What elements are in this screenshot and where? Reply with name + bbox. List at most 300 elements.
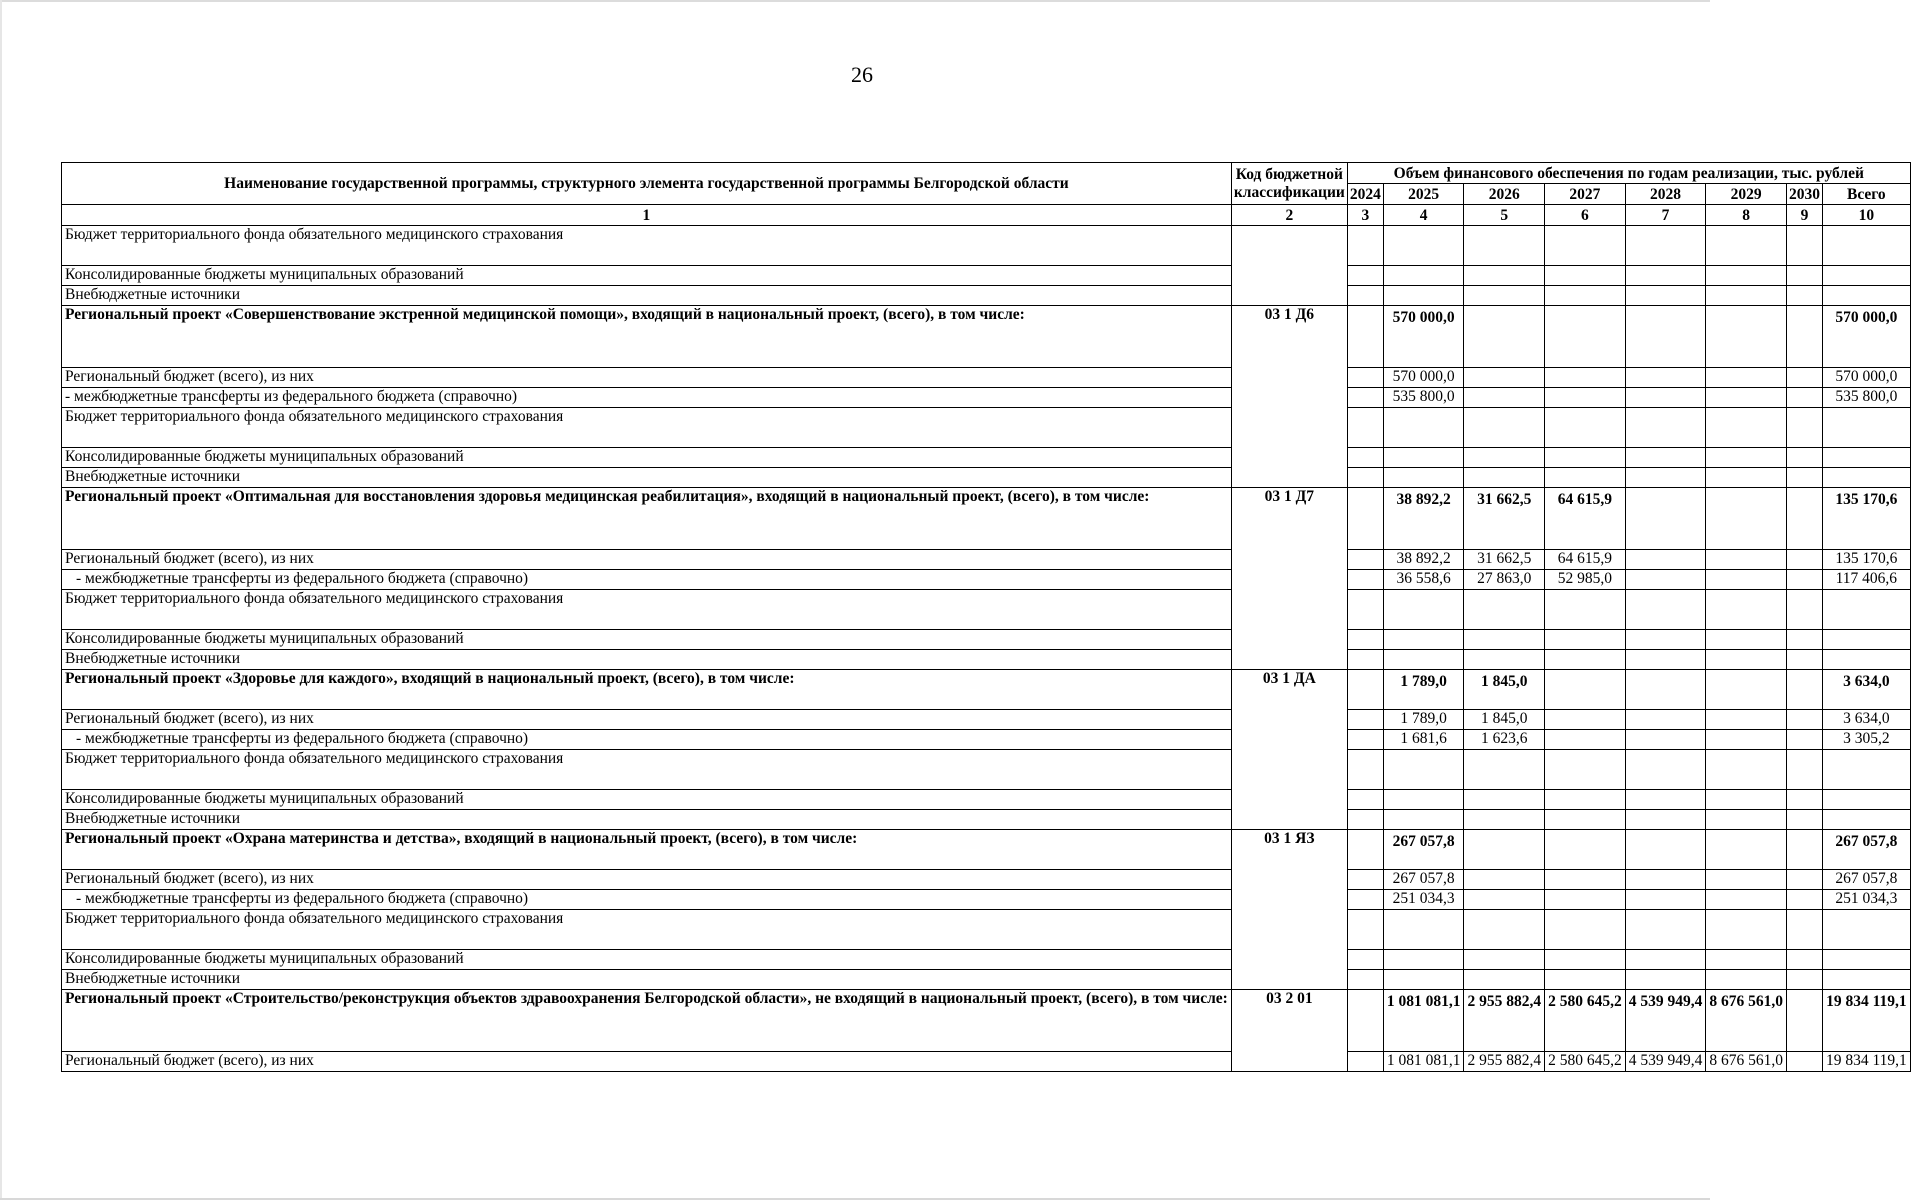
row-name: - межбюджетные трансферты из федерального бюджета (справочно) xyxy=(62,388,1232,408)
value-cell xyxy=(1347,266,1383,286)
value-cell xyxy=(1706,388,1787,408)
value-cell xyxy=(1464,306,1545,368)
value-cell xyxy=(1786,790,1822,810)
value-cell xyxy=(1347,448,1383,468)
header-row-numbers xyxy=(62,205,1911,226)
value-cell: 8 676 561,0 xyxy=(1706,990,1787,1052)
value-cell xyxy=(1347,286,1383,306)
row-name: Консолидированные бюджеты муниципальных образований xyxy=(62,266,1232,286)
value-cell: 570 000,0 xyxy=(1383,368,1464,388)
table-row xyxy=(62,950,1911,970)
row-name: Консолидированные бюджеты муниципальных образований xyxy=(62,448,1232,468)
value-cell xyxy=(1706,550,1787,570)
value-cell xyxy=(1786,710,1822,730)
row-name: - межбюджетные трансферты из федерального бюджета (справочно) xyxy=(62,890,1232,910)
value-cell: 1 081 081,1 xyxy=(1383,990,1464,1052)
table-row xyxy=(62,910,1911,950)
value-cell xyxy=(1347,650,1383,670)
row-name: Региональный бюджет (всего), из них xyxy=(62,368,1232,388)
total-cell xyxy=(1822,286,1910,306)
value-cell xyxy=(1347,830,1383,870)
value-cell xyxy=(1706,650,1787,670)
table-row xyxy=(62,730,1911,750)
value-cell: 1 845,0 xyxy=(1464,710,1545,730)
value-cell xyxy=(1786,1052,1822,1072)
value-cell xyxy=(1706,408,1787,448)
project-row xyxy=(62,670,1911,710)
header-year: 2026 xyxy=(1464,184,1545,205)
value-cell xyxy=(1347,990,1383,1052)
value-cell xyxy=(1347,910,1383,950)
value-cell xyxy=(1347,226,1383,266)
header-row-top xyxy=(62,163,1911,184)
row-name: Внебюджетные источники xyxy=(62,970,1232,990)
value-cell: 1 845,0 xyxy=(1464,670,1545,710)
row-name: - межбюджетные трансферты из федерального бюджета (справочно) xyxy=(62,730,1232,750)
value-cell xyxy=(1383,910,1464,950)
value-cell xyxy=(1347,630,1383,650)
value-cell xyxy=(1625,730,1706,750)
value-cell xyxy=(1786,226,1822,266)
column-number: 1 xyxy=(62,205,1232,226)
value-cell xyxy=(1786,970,1822,990)
table-row xyxy=(62,388,1911,408)
value-cell xyxy=(1786,388,1822,408)
table-row xyxy=(62,1052,1911,1072)
value-cell xyxy=(1545,730,1626,750)
total-cell xyxy=(1822,630,1910,650)
value-cell xyxy=(1347,570,1383,590)
value-cell xyxy=(1625,890,1706,910)
value-cell xyxy=(1545,650,1626,670)
value-cell: 2 955 882,4 xyxy=(1464,1052,1545,1072)
total-cell: 267 057,8 xyxy=(1822,830,1910,870)
value-cell xyxy=(1706,570,1787,590)
value-cell xyxy=(1786,870,1822,890)
value-cell xyxy=(1464,810,1545,830)
value-cell xyxy=(1625,970,1706,990)
value-cell xyxy=(1464,286,1545,306)
row-name: Региональный проект «Совершенствование экстренной медицинской помощи», входящий в национальный проект, (всего), в том числе: xyxy=(62,306,1232,368)
header-year: 2029 xyxy=(1706,184,1787,205)
value-cell xyxy=(1464,368,1545,388)
value-cell xyxy=(1786,910,1822,950)
value-cell xyxy=(1706,710,1787,730)
column-number: 5 xyxy=(1464,205,1545,226)
value-cell xyxy=(1383,650,1464,670)
value-cell xyxy=(1545,670,1626,710)
column-number: 4 xyxy=(1383,205,1464,226)
value-cell xyxy=(1464,830,1545,870)
table-row xyxy=(62,368,1911,388)
total-cell: 3 634,0 xyxy=(1822,710,1910,730)
total-cell: 117 406,6 xyxy=(1822,570,1910,590)
value-cell xyxy=(1383,810,1464,830)
value-cell xyxy=(1625,550,1706,570)
value-cell: 535 800,0 xyxy=(1383,388,1464,408)
value-cell xyxy=(1383,790,1464,810)
value-cell: 38 892,2 xyxy=(1383,550,1464,570)
header-name-column: Наименование государственной программы, структурного элемента государственной программы Белгородской области xyxy=(62,163,1232,205)
row-name: Региональный бюджет (всего), из них xyxy=(62,550,1232,570)
column-number: 3 xyxy=(1347,205,1383,226)
value-cell xyxy=(1706,368,1787,388)
value-cell xyxy=(1625,226,1706,266)
page-number: 26 xyxy=(851,62,873,87)
value-cell xyxy=(1383,448,1464,468)
total-cell: 251 034,3 xyxy=(1822,890,1910,910)
total-cell: 135 170,6 xyxy=(1822,550,1910,570)
value-cell xyxy=(1706,488,1787,550)
value-cell xyxy=(1545,590,1626,630)
value-cell xyxy=(1545,810,1626,830)
total-cell xyxy=(1822,590,1910,630)
header-year: 2024 xyxy=(1347,184,1383,205)
value-cell xyxy=(1786,550,1822,570)
table-row xyxy=(62,226,1911,266)
table-row xyxy=(62,448,1911,468)
value-cell: 1 789,0 xyxy=(1383,670,1464,710)
value-cell xyxy=(1347,750,1383,790)
value-cell xyxy=(1383,286,1464,306)
value-cell xyxy=(1545,388,1626,408)
value-cell xyxy=(1464,910,1545,950)
table-row xyxy=(62,970,1911,990)
value-cell xyxy=(1706,730,1787,750)
value-cell xyxy=(1347,1052,1383,1072)
value-cell xyxy=(1383,468,1464,488)
row-name: Региональный проект «Строительство/реконструкция объектов здравоохранения Белгородской области», не входящий в национальный проект, (всего), в том числе: xyxy=(62,990,1232,1052)
value-cell xyxy=(1786,650,1822,670)
value-cell xyxy=(1464,950,1545,970)
row-name: Консолидированные бюджеты муниципальных образований xyxy=(62,790,1232,810)
table-row xyxy=(62,870,1911,890)
header-year: 2030 xyxy=(1786,184,1822,205)
total-cell xyxy=(1822,468,1910,488)
value-cell xyxy=(1706,468,1787,488)
value-cell xyxy=(1625,830,1706,870)
row-name: Региональный проект «Здоровье для каждого», входящий в национальный проект, (всего), в том числе: xyxy=(62,670,1232,710)
value-cell xyxy=(1625,388,1706,408)
value-cell xyxy=(1706,910,1787,950)
value-cell xyxy=(1786,630,1822,650)
row-name: Региональный проект «Охрана материнства и детства», входящий в национальный проект, (всего), в том числе: xyxy=(62,830,1232,870)
value-cell xyxy=(1706,266,1787,286)
table-row xyxy=(62,710,1911,730)
value-cell xyxy=(1545,790,1626,810)
row-name: Внебюджетные источники xyxy=(62,810,1232,830)
value-cell xyxy=(1464,630,1545,650)
total-cell xyxy=(1822,750,1910,790)
value-cell xyxy=(1545,226,1626,266)
value-cell xyxy=(1347,730,1383,750)
value-cell xyxy=(1347,870,1383,890)
value-cell xyxy=(1706,810,1787,830)
value-cell xyxy=(1625,710,1706,730)
value-cell xyxy=(1786,488,1822,550)
column-number: 10 xyxy=(1822,205,1910,226)
header-year: 2028 xyxy=(1625,184,1706,205)
total-cell xyxy=(1822,650,1910,670)
project-row xyxy=(62,306,1911,368)
value-cell xyxy=(1786,468,1822,488)
value-cell xyxy=(1545,630,1626,650)
value-cell xyxy=(1347,590,1383,630)
value-cell xyxy=(1347,368,1383,388)
value-cell xyxy=(1706,890,1787,910)
value-cell: 251 034,3 xyxy=(1383,890,1464,910)
value-cell: 27 863,0 xyxy=(1464,570,1545,590)
value-cell xyxy=(1706,670,1787,710)
value-cell xyxy=(1545,266,1626,286)
value-cell xyxy=(1706,790,1787,810)
value-cell xyxy=(1625,468,1706,488)
value-cell xyxy=(1786,730,1822,750)
value-cell xyxy=(1464,970,1545,990)
value-cell xyxy=(1347,670,1383,710)
value-cell xyxy=(1383,750,1464,790)
total-cell xyxy=(1822,970,1910,990)
total-cell xyxy=(1822,910,1910,950)
header-year: 2025 xyxy=(1383,184,1464,205)
value-cell: 1 681,6 xyxy=(1383,730,1464,750)
value-cell xyxy=(1545,890,1626,910)
value-cell xyxy=(1786,950,1822,970)
value-cell xyxy=(1706,970,1787,990)
value-cell xyxy=(1625,488,1706,550)
value-cell xyxy=(1545,408,1626,448)
total-cell: 135 170,6 xyxy=(1822,488,1910,550)
header-volume-column: Объем финансового обеспечения по годам реализации, тыс. рублей xyxy=(1347,163,1910,184)
value-cell xyxy=(1347,388,1383,408)
value-cell: 2 580 645,2 xyxy=(1545,990,1626,1052)
total-cell: 3 305,2 xyxy=(1822,730,1910,750)
column-number: 7 xyxy=(1625,205,1706,226)
value-cell xyxy=(1786,368,1822,388)
value-cell xyxy=(1706,590,1787,630)
value-cell xyxy=(1347,890,1383,910)
row-name: Региональный бюджет (всего), из них xyxy=(62,710,1232,730)
budget-code: 03 1 ДА xyxy=(1231,670,1347,830)
value-cell: 1 081 081,1 xyxy=(1383,1052,1464,1072)
value-cell xyxy=(1383,266,1464,286)
budget-code: 03 1 Д6 xyxy=(1231,306,1347,488)
total-cell: 19 834 119,1 xyxy=(1822,1052,1910,1072)
table-row xyxy=(62,750,1911,790)
value-cell xyxy=(1786,590,1822,630)
value-cell xyxy=(1545,286,1626,306)
value-cell xyxy=(1347,550,1383,570)
budget-code: 03 1 ЯЗ xyxy=(1231,830,1347,990)
value-cell: 4 539 949,4 xyxy=(1625,1052,1706,1072)
row-name: Бюджет территориального фонда обязательного медицинского страхования xyxy=(62,910,1232,950)
project-row xyxy=(62,830,1911,870)
value-cell: 38 892,2 xyxy=(1383,488,1464,550)
value-cell xyxy=(1786,890,1822,910)
total-cell xyxy=(1822,448,1910,468)
header-total: Всего xyxy=(1822,184,1910,205)
value-cell xyxy=(1545,970,1626,990)
total-cell: 3 634,0 xyxy=(1822,670,1910,710)
value-cell xyxy=(1706,630,1787,650)
value-cell xyxy=(1625,750,1706,790)
value-cell xyxy=(1545,910,1626,950)
value-cell xyxy=(1625,650,1706,670)
table-row xyxy=(62,408,1911,448)
value-cell xyxy=(1786,670,1822,710)
value-cell xyxy=(1706,448,1787,468)
value-cell xyxy=(1347,710,1383,730)
project-row xyxy=(62,488,1911,550)
value-cell xyxy=(1706,830,1787,870)
header-code-column: Код бюджетной классификации xyxy=(1231,163,1347,205)
table-row xyxy=(62,266,1911,286)
column-number: 9 xyxy=(1786,205,1822,226)
value-cell xyxy=(1464,750,1545,790)
total-cell: 570 000,0 xyxy=(1822,306,1910,368)
value-cell xyxy=(1786,830,1822,870)
value-cell xyxy=(1347,408,1383,448)
table-row xyxy=(62,790,1911,810)
value-cell xyxy=(1625,950,1706,970)
value-cell xyxy=(1786,990,1822,1052)
value-cell xyxy=(1545,750,1626,790)
table-row xyxy=(62,590,1911,630)
value-cell xyxy=(1706,286,1787,306)
table-row xyxy=(62,650,1911,670)
row-name: Внебюджетные источники xyxy=(62,650,1232,670)
value-cell xyxy=(1706,750,1787,790)
value-cell xyxy=(1383,590,1464,630)
value-cell xyxy=(1464,388,1545,408)
value-cell xyxy=(1464,590,1545,630)
value-cell xyxy=(1625,790,1706,810)
value-cell: 4 539 949,4 xyxy=(1625,990,1706,1052)
row-name: Региональный бюджет (всего), из них xyxy=(62,870,1232,890)
value-cell xyxy=(1464,408,1545,448)
value-cell xyxy=(1383,970,1464,990)
row-name: Внебюджетные источники xyxy=(62,468,1232,488)
value-cell xyxy=(1347,950,1383,970)
budget-code xyxy=(1231,226,1347,306)
project-row xyxy=(62,990,1911,1052)
value-cell xyxy=(1545,448,1626,468)
value-cell xyxy=(1625,810,1706,830)
table-row xyxy=(62,570,1911,590)
column-number: 2 xyxy=(1231,205,1347,226)
value-cell xyxy=(1625,590,1706,630)
value-cell xyxy=(1464,448,1545,468)
value-cell xyxy=(1347,970,1383,990)
value-cell xyxy=(1625,286,1706,306)
budget-code: 03 1 Д7 xyxy=(1231,488,1347,670)
row-name: Бюджет территориального фонда обязательного медицинского страхования xyxy=(62,226,1232,266)
row-name: Бюджет территориального фонда обязательного медицинского страхования xyxy=(62,750,1232,790)
total-cell xyxy=(1822,950,1910,970)
total-cell: 19 834 119,1 xyxy=(1822,990,1910,1052)
value-cell: 267 057,8 xyxy=(1383,870,1464,890)
value-cell xyxy=(1383,226,1464,266)
value-cell xyxy=(1786,570,1822,590)
value-cell xyxy=(1786,306,1822,368)
value-cell xyxy=(1383,630,1464,650)
row-name: - межбюджетные трансферты из федерального бюджета (справочно) xyxy=(62,570,1232,590)
total-cell xyxy=(1822,408,1910,448)
value-cell xyxy=(1625,266,1706,286)
value-cell xyxy=(1545,368,1626,388)
value-cell xyxy=(1786,286,1822,306)
row-name: Региональный проект «Оптимальная для восстановления здоровья медицинская реабилитация», входящий в национальный проект, (всего), в том числе: xyxy=(62,488,1232,550)
value-cell xyxy=(1706,226,1787,266)
column-number: 6 xyxy=(1545,205,1626,226)
row-name: Бюджет территориального фонда обязательного медицинского страхования xyxy=(62,590,1232,630)
value-cell xyxy=(1786,448,1822,468)
value-cell xyxy=(1625,870,1706,890)
value-cell xyxy=(1347,790,1383,810)
header-year: 2027 xyxy=(1545,184,1626,205)
budget-code: 03 2 01 xyxy=(1231,990,1347,1072)
value-cell xyxy=(1625,630,1706,650)
value-cell xyxy=(1786,266,1822,286)
value-cell xyxy=(1625,408,1706,448)
row-name: Консолидированные бюджеты муниципальных образований xyxy=(62,630,1232,650)
value-cell xyxy=(1347,468,1383,488)
value-cell: 64 615,9 xyxy=(1545,488,1626,550)
value-cell xyxy=(1347,306,1383,368)
value-cell: 8 676 561,0 xyxy=(1706,1052,1787,1072)
value-cell xyxy=(1347,810,1383,830)
table-body xyxy=(62,226,1911,1072)
value-cell xyxy=(1545,830,1626,870)
value-cell xyxy=(1464,790,1545,810)
value-cell xyxy=(1625,306,1706,368)
total-cell: 535 800,0 xyxy=(1822,388,1910,408)
total-cell xyxy=(1822,226,1910,266)
value-cell xyxy=(1464,266,1545,286)
value-cell xyxy=(1706,306,1787,368)
total-cell xyxy=(1822,790,1910,810)
value-cell xyxy=(1706,950,1787,970)
value-cell: 570 000,0 xyxy=(1383,306,1464,368)
value-cell xyxy=(1464,468,1545,488)
value-cell xyxy=(1786,750,1822,790)
row-name: Бюджет территориального фонда обязательного медицинского страхования xyxy=(62,408,1232,448)
value-cell xyxy=(1464,226,1545,266)
value-cell xyxy=(1347,488,1383,550)
value-cell xyxy=(1786,810,1822,830)
table-row xyxy=(62,468,1911,488)
value-cell xyxy=(1545,468,1626,488)
column-number: 8 xyxy=(1706,205,1787,226)
table-row xyxy=(62,890,1911,910)
value-cell: 2 580 645,2 xyxy=(1545,1052,1626,1072)
value-cell xyxy=(1545,306,1626,368)
value-cell xyxy=(1464,870,1545,890)
value-cell xyxy=(1786,408,1822,448)
value-cell xyxy=(1383,950,1464,970)
budget-table xyxy=(61,162,1911,1072)
value-cell xyxy=(1464,650,1545,670)
total-cell xyxy=(1822,810,1910,830)
value-cell: 1 789,0 xyxy=(1383,710,1464,730)
scan-edge-left xyxy=(0,0,2,1200)
value-cell xyxy=(1625,910,1706,950)
value-cell xyxy=(1545,870,1626,890)
scan-edge-top xyxy=(0,0,1710,2)
value-cell xyxy=(1625,448,1706,468)
value-cell: 36 558,6 xyxy=(1383,570,1464,590)
value-cell xyxy=(1625,570,1706,590)
